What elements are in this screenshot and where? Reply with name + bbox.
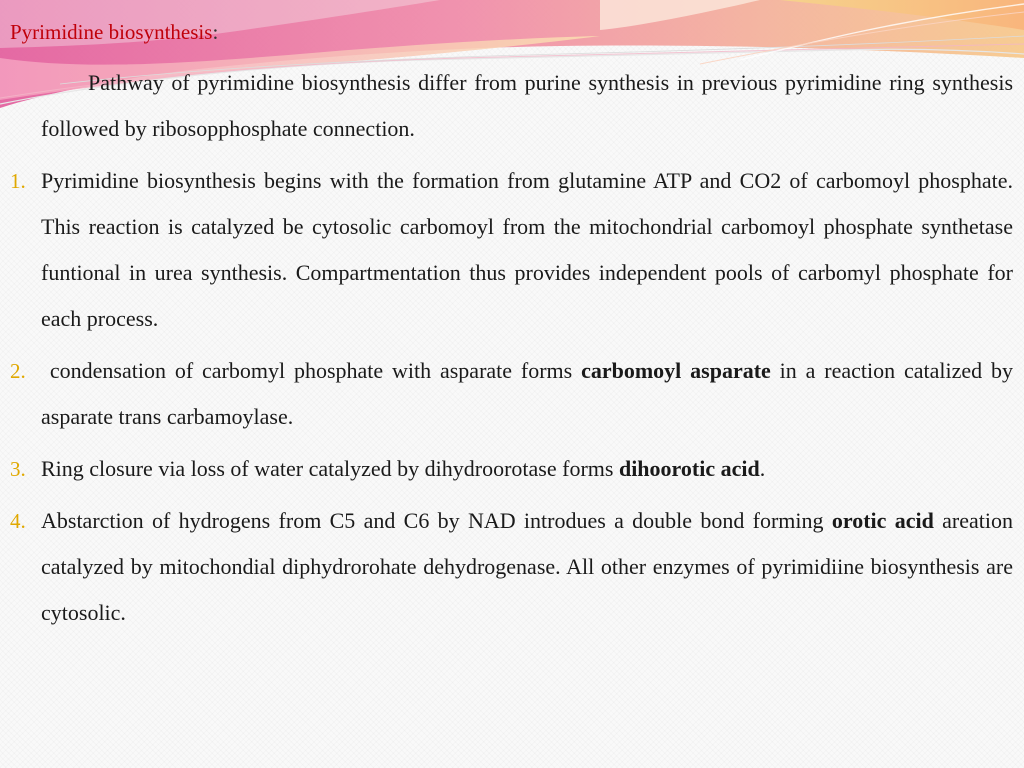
step-text-after: areation catalyzed by mitochondial diphydrorohate dehydrogenase. All other enzymes of pyrimidiine biosynthesis are cytosolic.	[41, 508, 1013, 625]
slide-title-text: Pyrimidine biosynthesis	[10, 20, 213, 44]
steps-list	[0, 158, 1024, 636]
list-item-step-2	[0, 348, 1024, 440]
bold-term: orotic acid	[831, 508, 934, 533]
step-text	[41, 498, 1013, 636]
list-number: 1.	[10, 169, 26, 193]
bold-term: carbomoyl asparate	[581, 358, 771, 383]
list-item-step-1	[0, 158, 1024, 342]
intro-paragraph: Pathway of pyrimidine biosynthesis differ from purine synthesis in previous pyrimidine ring synthesis followed by ribosopphosphate connection.	[41, 70, 1013, 141]
step-text	[41, 348, 1013, 440]
list-item-step-3	[0, 446, 1024, 492]
slide-content	[0, 60, 1024, 642]
step-text	[41, 446, 1013, 492]
slide-title	[10, 18, 218, 46]
slide-title-colon: :	[212, 20, 219, 44]
step-text-after: in a reaction catalized by asparate trans carbamoylase.	[41, 358, 1014, 429]
list-number: 4.	[10, 509, 26, 533]
list-number: 2.	[10, 359, 26, 383]
bold-term: dihoorotic acid	[618, 456, 760, 481]
list-item-step-4	[0, 498, 1024, 636]
step-text: Pyrimidine biosynthesis begins with the formation from glutamine ATP and CO2 of carbomoyl phosphate. This reaction is catalyzed be cytosolic carbomoyl from the mitochondrial carbomoyl phosphate synthetase funtional in urea synthesis. Compartmentation thus provides independent pools of carbomyl phosphate for each process.	[41, 168, 1013, 331]
list-number: 3.	[10, 457, 26, 481]
step-text-after: .	[759, 456, 766, 481]
step-text-before: condensation of carbomyl phosphate with asparate forms	[49, 358, 582, 383]
step-text-before: Abstarction of hydrogens from C5 and C6 by NAD introdues a double bond forming	[41, 508, 832, 533]
step-text-before: Ring closure via loss of water catalyzed by dihydroorotase forms	[41, 456, 619, 481]
